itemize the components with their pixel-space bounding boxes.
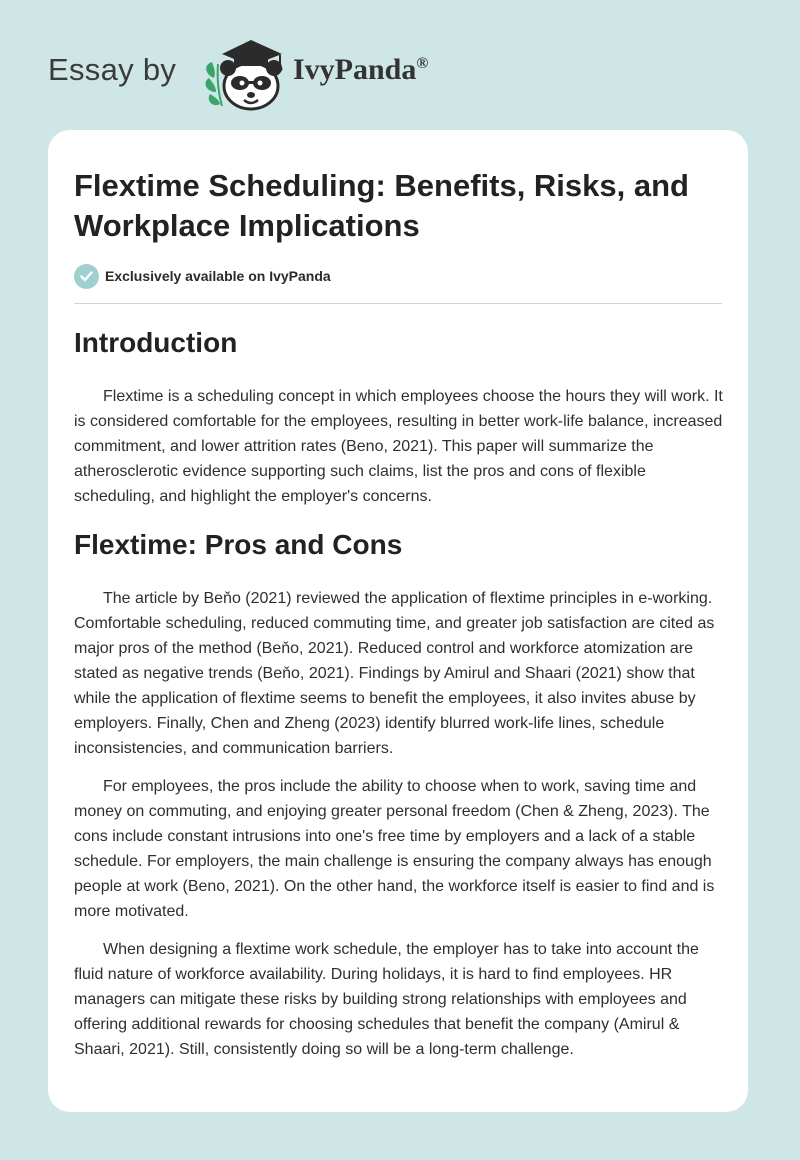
essay-card xyxy=(48,130,748,1112)
site-header xyxy=(0,0,800,120)
brand-text: IvyPanda xyxy=(293,53,417,86)
section-heading-introduction: Introduction xyxy=(74,327,238,358)
essay-title: Flextime Scheduling: Benefits, Risks, and Workplace Implications xyxy=(74,168,689,243)
exclusive-badge xyxy=(74,263,331,289)
title-divider xyxy=(74,303,722,304)
paragraph: The article by Beňo (2021) reviewed the application of flextime principles in e-working. Comfortable scheduling, reduced commuting time, and greater job satisfaction are cited as major pros of the method (Beňo, 2021). Reduced control and workforce atomization are stated as negative trends (Beňo, 2021). Findings by Amirul and Shaari (2021) show that while the application of flextime seems to benefit the employees, it also invites abuse by employers. Finally, Chen and Zheng (2023) identify blurred work-life lines, schedule inconsistencies, and communication barriers. xyxy=(74,590,715,757)
check-icon xyxy=(74,264,99,289)
essay-by-label: Essay by xyxy=(48,52,177,87)
essay-body xyxy=(74,323,724,1062)
registered-mark: ® xyxy=(416,55,429,72)
ivypanda-logo-icon[interactable] xyxy=(200,34,296,112)
paragraph: Flextime is a scheduling concept in which employees choose the hours they will work. It is considered comfortable for the employees, resulting in better work-life balance, increased commitment, and lower attrition rates (Beno, 2021). This paper will summarize the atherosclerotic evidence supporting such claims, list the pros and cons of flexible scheduling, and highlight the employer's concerns. xyxy=(74,388,723,505)
exclusive-badge-label: Exclusively available on IvyPanda xyxy=(105,268,331,284)
brand-name[interactable] xyxy=(293,53,428,87)
paragraph: When designing a flextime work schedule, the employer has to take into account the fluid nature of workforce availability. During holidays, it is hard to find employees. HR managers can mitigate these risks by building strong relationships with employees and offering additional rewards for choosing schedules that benefit the company (Amirul & Shaari, 2021). Still, consistently doing so will be a long-term challenge. xyxy=(74,941,699,1058)
section-heading-pros-cons: Flextime: Pros and Cons xyxy=(74,529,403,560)
paragraph: For employees, the pros include the ability to choose when to work, saving time and money on commuting, and enjoying greater personal freedom (Chen & Zheng, 2023). The cons include constant intrusions into one's free time by employers and a lack of a stable schedule. For employers, the main challenge is ensuring the company always has enough people at work (Beno, 2021). On the other hand, the workforce itself is easier to find and is more motivated. xyxy=(74,778,715,920)
